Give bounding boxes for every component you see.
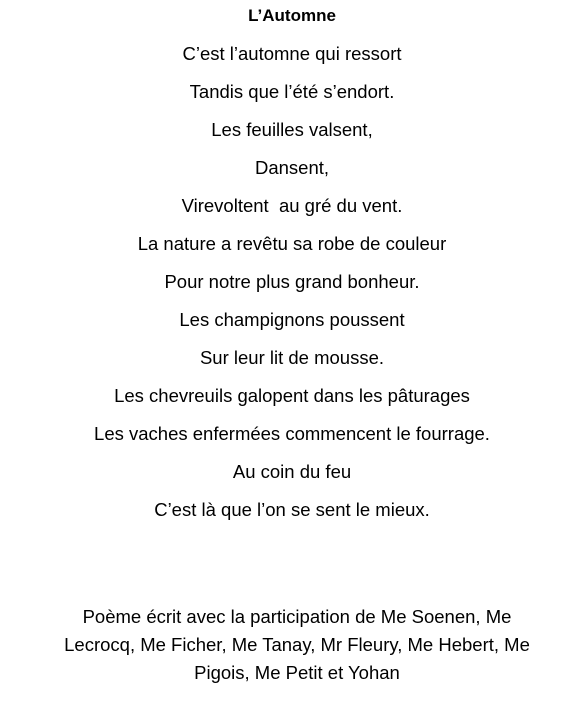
poem-line: C’est l’automne qui ressort: [182, 43, 402, 64]
poem-line: Dansent,: [254, 157, 330, 178]
poem-line: Pour notre plus grand bonheur.: [164, 271, 420, 292]
poem-line: Tandis que l’été s’endort.: [189, 81, 395, 102]
poem-line: C’est là que l’on se sent le mieux.: [154, 499, 430, 520]
poem-line: Sur leur lit de mousse.: [199, 347, 385, 368]
poem-credits: Poème écrit avec la participation de Me Soenen, Me Lecrocq, Me Ficher, Me Tanay, Mr Fleury, Me Hebert, Me Pigois, Me Petit et Yohan: [64, 606, 530, 683]
poem-line: La nature a revêtu sa robe de couleur: [137, 233, 447, 254]
poem-line: Au coin du feu: [232, 461, 352, 482]
poem-title: L’Automne: [248, 6, 336, 25]
poem-line: Les champignons poussent: [179, 309, 405, 330]
poem-body: [0, 44, 584, 538]
poem-line: Virevoltent au gré du vent.: [181, 195, 403, 216]
poem-line: Les chevreuils galopent dans les pâturages: [114, 385, 470, 406]
poem-line: Les vaches enfermées commencent le fourrage.: [94, 423, 490, 444]
poem-line: Les feuilles valsent,: [211, 119, 373, 140]
